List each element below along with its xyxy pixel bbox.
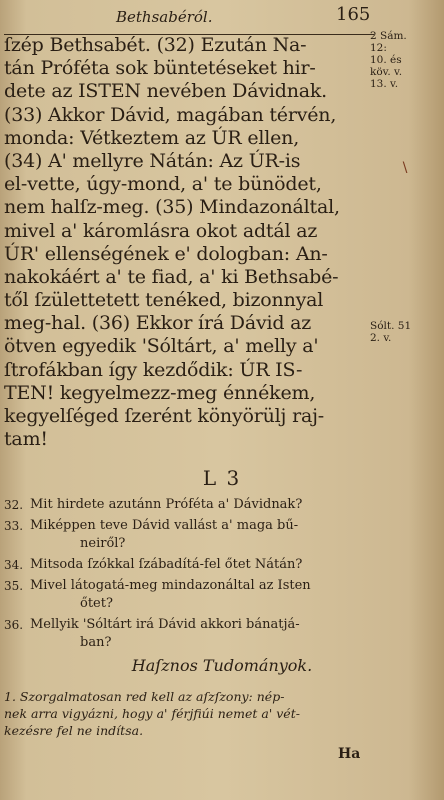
margin-note-1: [370, 30, 444, 90]
main-text: [4, 34, 372, 451]
question-text: Mivel látogatá-meg mindazonáltal az Isten: [30, 578, 311, 593]
question-item: [4, 616, 374, 652]
text-line: TEN! kegyelmezz-meg énnékem,: [4, 381, 316, 404]
margin-note-line: 13. v.: [370, 78, 399, 90]
catchword: Ha: [338, 746, 361, 762]
section-heading: L 3: [202, 466, 242, 490]
running-head: Bethsabéról.: [116, 8, 213, 26]
margin-note-line: Sólt. 51: [370, 320, 412, 332]
question-number: 35.: [4, 579, 24, 593]
ink-mark-icon: ∖: [400, 160, 409, 176]
text-line: kegyelſéged ſzerént könyörülj raj-: [4, 405, 324, 427]
note-line: kezésre fel ne indítsa.: [4, 723, 144, 738]
text-line: meg-hal. (36) Ekkor írá Dávid az: [4, 312, 312, 335]
text-line: től ſzülettetett tenéked, bizonnyal: [4, 289, 324, 312]
question-number: 34.: [4, 558, 24, 572]
question-item: [4, 556, 374, 574]
question-text-continued: őtet?: [80, 596, 113, 611]
margin-note-line: köv. v.: [370, 66, 403, 78]
text-line: tán Próféta sok büntetéseket hir-: [4, 57, 316, 80]
margin-note-line: 2 Sám.: [370, 30, 407, 42]
note-paragraph: [4, 688, 376, 739]
question-text-continued: ban?: [80, 635, 112, 650]
question-item: [4, 517, 374, 553]
margin-note-line: 12:: [370, 42, 387, 54]
question-number: 36.: [4, 618, 24, 632]
note-line: nek arra vigyázni, hogy a' férjfiúi nemet a' vét-: [4, 706, 300, 721]
margin-note-line: 2. v.: [370, 332, 392, 344]
question-number: 32.: [4, 498, 24, 512]
question-text: Mit hirdete azutánn Próféta a' Dávidnak?: [30, 497, 303, 512]
question-text: Mellyik 'Sóltárt irá Dávid akkori bánatjá-: [30, 617, 300, 632]
question-item: [4, 496, 374, 514]
question-text-continued: neiről?: [80, 536, 126, 551]
subtitle: Haſznos Tudományok.: [131, 656, 313, 675]
text-line: (33) Akkor Dávid, magában térvén,: [4, 103, 337, 126]
page-number: 165: [336, 4, 371, 25]
page-header: [0, 4, 444, 32]
text-line: el-vette, úgy-mond, a' te bünödet,: [4, 173, 322, 196]
question-text: Miképpen teve Dávid vallást a' maga bű-: [30, 518, 299, 533]
text-line: nem halſz-meg. (35) Mindazonáltal,: [4, 196, 340, 219]
text-line: ſtrofákban így kezdődik: ÚR IS-: [4, 358, 303, 381]
text-line: ÚR' ellenségének e' dologban: An-: [4, 242, 328, 265]
text-line: nakokáért a' te fiad, a' ki Bethsabé-: [4, 265, 339, 288]
text-line: ötven egyedik 'Sóltárt, a' melly a': [4, 335, 319, 358]
text-line: (34) A' mellyre Nátán: Az ÚR-is: [4, 149, 301, 172]
margin-note-line: 10. és: [370, 54, 402, 66]
question-item: [4, 577, 374, 613]
margin-note-2: [370, 320, 444, 344]
text-line: ſzép Bethsabét. (32) Ezután Na-: [4, 34, 307, 56]
text-line: dete az ISTEN nevében Dávidnak.: [4, 80, 328, 103]
note-line: 1. Szorgalmatosan red kell az aſzſzony: nép-: [4, 689, 285, 704]
question-text: Mitsoda ſzókkal ſzábadítá-fel őtet Nátán?: [30, 557, 303, 572]
text-line: monda: Vétkeztem az ÚR ellen,: [4, 126, 300, 149]
question-number: 33.: [4, 519, 24, 533]
question-list: [4, 496, 374, 655]
text-line: tam!: [4, 428, 48, 451]
text-line: mivel a' káromlásra okot adtál az: [4, 219, 318, 242]
